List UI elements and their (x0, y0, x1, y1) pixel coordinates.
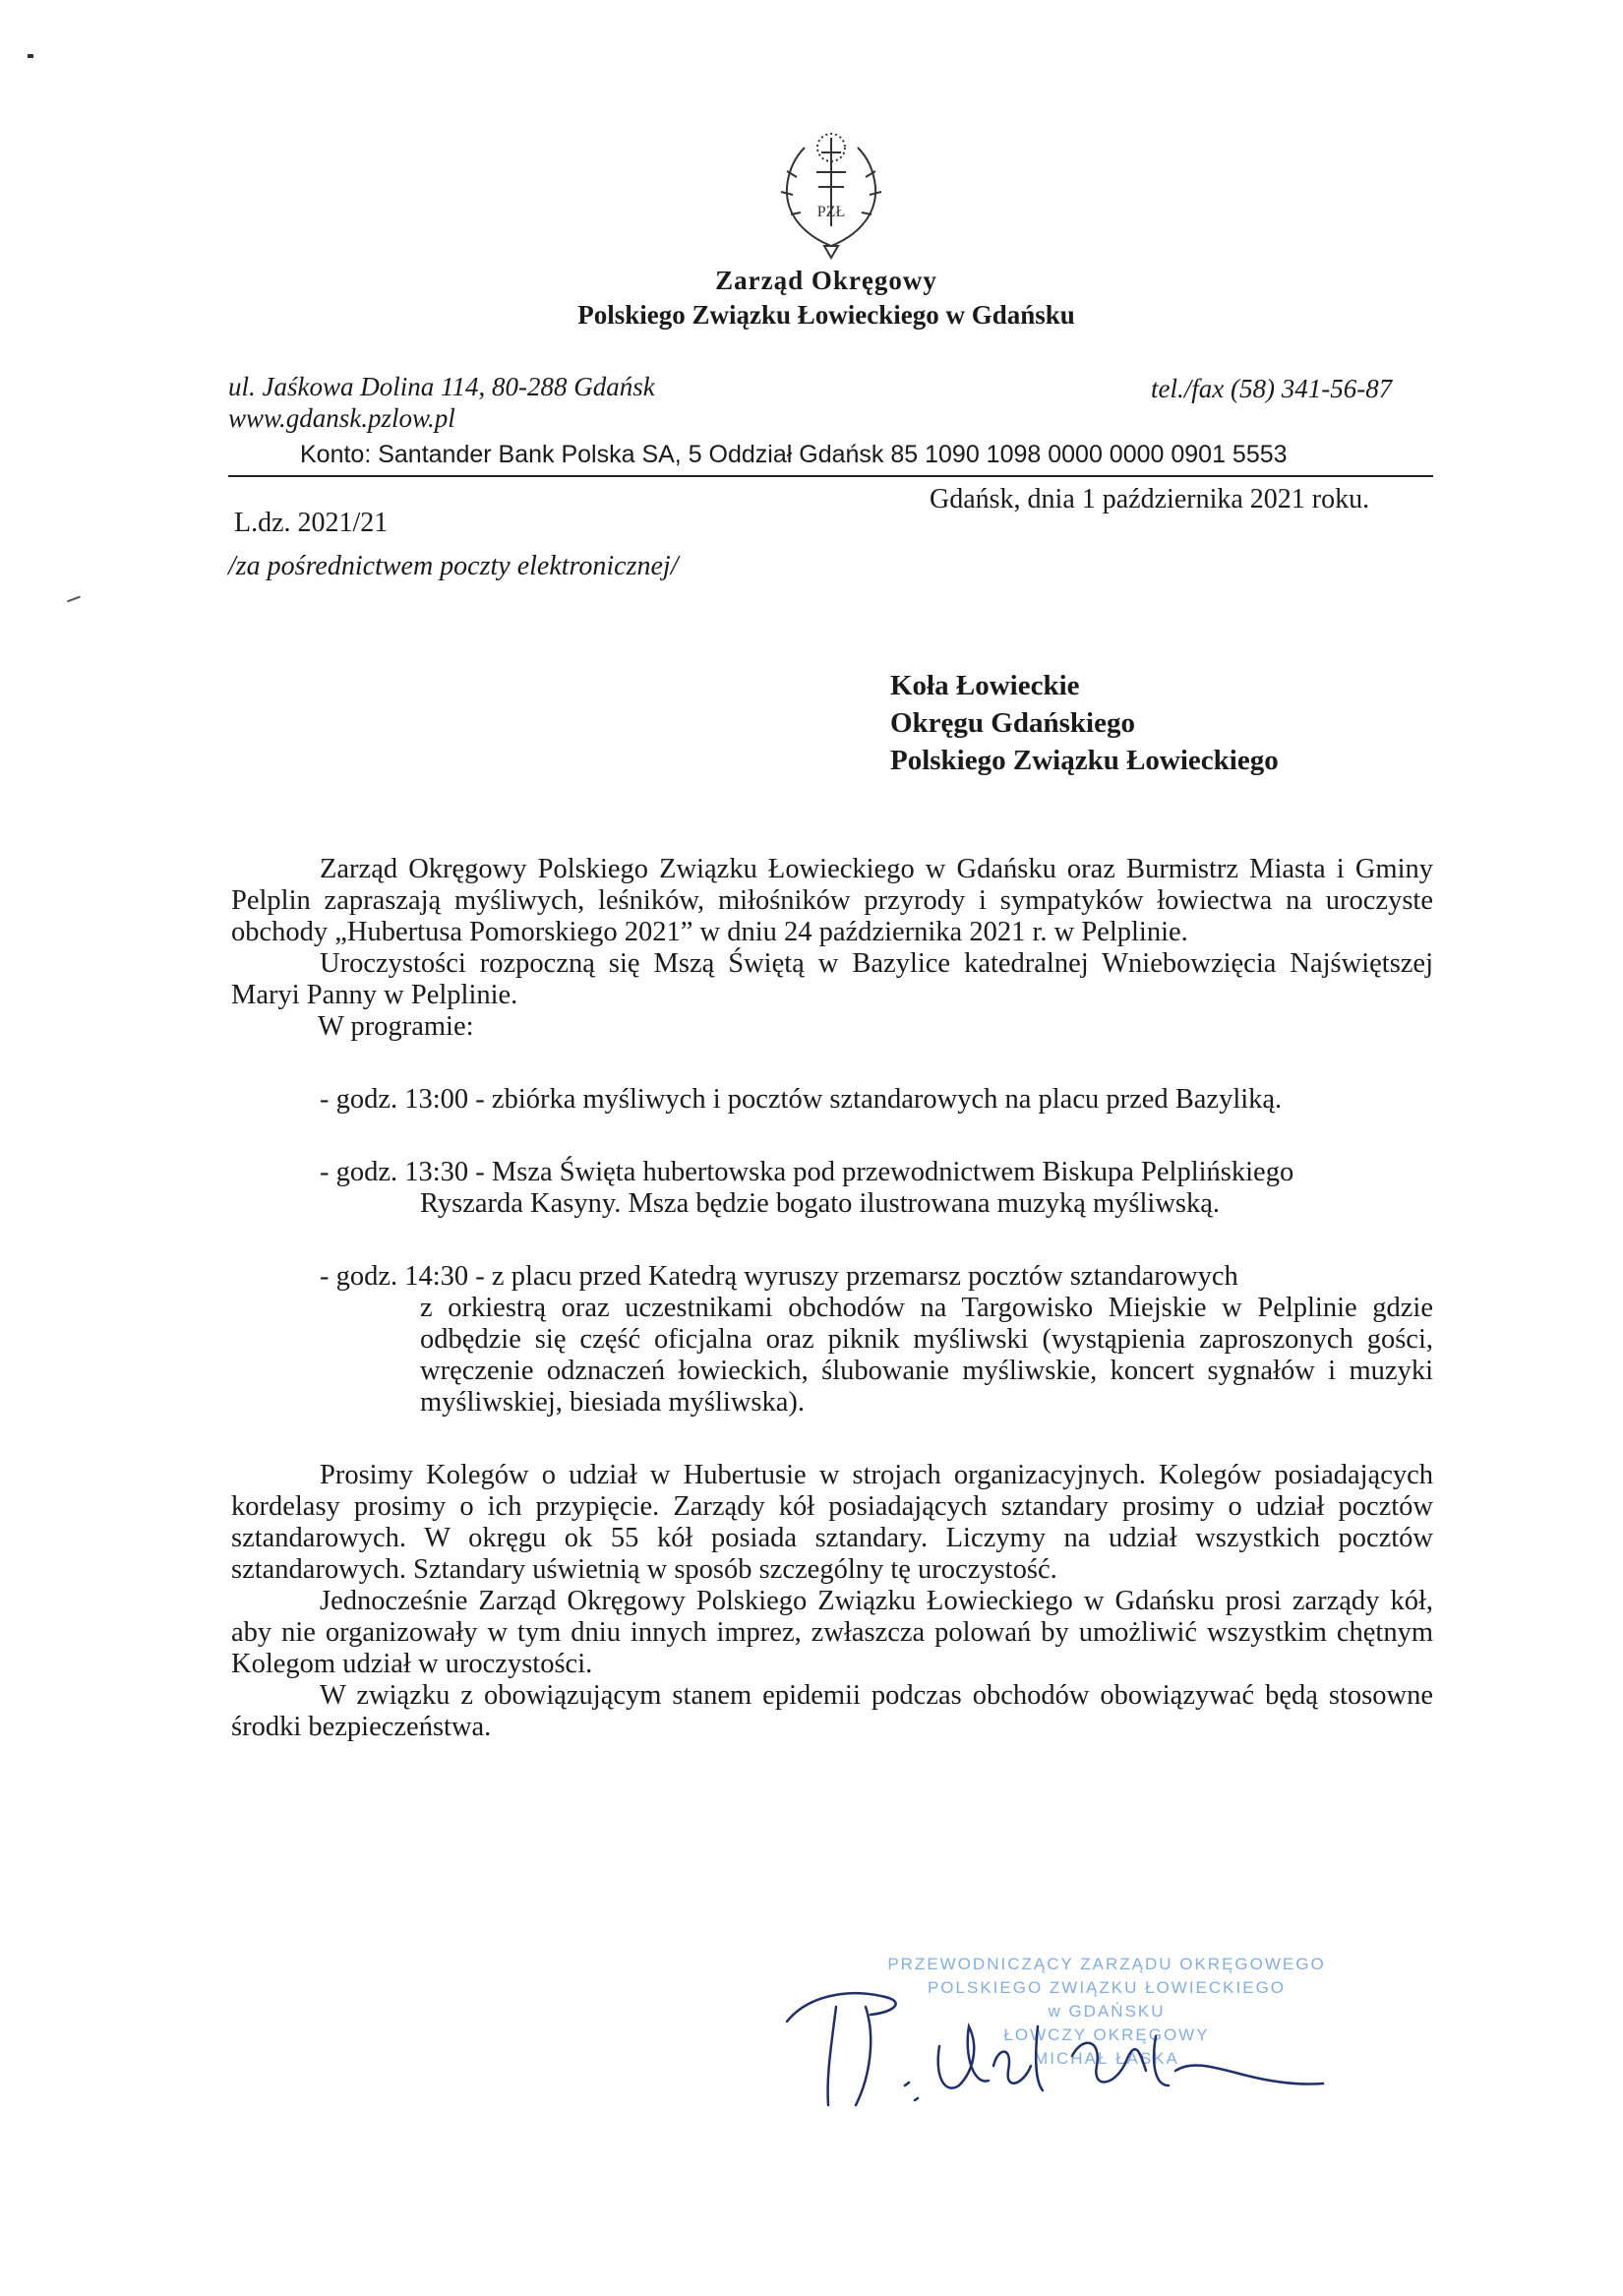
stamp-line: w GDAŃSKU (1048, 2002, 1166, 2021)
program-item: - godz. 13:00 - zbiórka myśliwych i pocztów sztandarowych na placu przed Bazyliką. (320, 1084, 1283, 1115)
handwritten-signature (777, 1967, 1328, 2115)
scan-mark (28, 54, 33, 58)
program-label: W programie: (318, 1011, 474, 1042)
addressee-line: Koła Łowieckie (890, 670, 1080, 701)
org-address: ul. Jaśkowa Dolina 114, 80-288 Gdańsk (228, 372, 655, 401)
delivery-note: /za pośrednictwem poczty elektronicznej/ (228, 551, 679, 581)
org-name-line2: Polskiego Związku Łowieckiego w Gdańsku (577, 300, 1075, 330)
program-item-continuation: Ryszarda Kasyny. Msza będzie bogato ilustrowana muzyką myśliwską. (420, 1188, 1221, 1219)
paragraph: Jednocześnie Zarząd Okręgowy Polskiego Związku Łowieckiego w Gdańsku prosi zarządy kół, aby nie organizowały w tym dniu innych imprez, zwłaszcza polowań by umożliwić wszystkim chętnym Kolegom udział w uroczystości. (231, 1586, 1433, 1679)
paragraph: W związku z obowiązującym stanem epidemii podczas obchodów obowiązywać będą stosowne środki bezpieczeństwa. (231, 1680, 1433, 1742)
org-name-line1: Zarząd Okręgowy (715, 266, 937, 295)
addressee-block (890, 667, 1279, 779)
org-telfax: tel./fax (58) 341-56-87 (1151, 374, 1393, 403)
svg-text:PZŁ: PZŁ (816, 204, 846, 220)
addressee-line: Polskiego Związku Łowieckiego (890, 745, 1279, 776)
stamp-line: MICHAŁ ŁASKA (1034, 2049, 1179, 2068)
header-divider (228, 475, 1433, 477)
addressee-line: Okręgu Gdańskiego (890, 707, 1135, 739)
program-item-continuation: z orkiestrą oraz uczestnikami obchodów na Targowisko Miejskie w Pelplinie gdzie odbędzie się część oficjalna oraz piknik myśliwski (wystąpienia zaproszonych gości, wręczenie odznaczeń łowieckich, ślubowanie myśliwskie, koncert sygnałów i muzyki myśliwskiej, biesiada myśliwska). (420, 1293, 1433, 1418)
stamp-line: PRZEWODNICZĄCY ZARZĄDU OKRĘGOWEGO (887, 1955, 1326, 1973)
letter-body (231, 854, 1433, 1743)
paragraph: Uroczystości rozpoczną się Mszą Świętą w Bazylice katedralnej Wniebowzięcia Najświętszej Maryi Panny w Pelplinie. (231, 948, 1433, 1010)
stamp-line: POLSKIEGO ZWIĄZKU ŁOWIECKIEGO (927, 1978, 1287, 1997)
paragraph: Zarząd Okręgowy Polskiego Związku Łowieckiego w Gdańsku oraz Burmistrz Miasta i Gminy Pelplin zapraszają myśliwych, leśników, miłośników przyrody i sympatyków łowiectwa na uroczyste obchody „Hubertusa Pomorskiego 2021” w dniu 24 października 2021 r. w Pelplinie. (231, 854, 1433, 947)
paragraph: Prosimy Kolegów o udział w Hubertusie w strojach organizacyjnych. Kolegów posiadających kordelasy prosimy o ich przypięcie. Zarządy kół posiadających sztandary prosimy o udział pocztów sztandarowych. W okręgu ok 55 kół posiada sztandary. Liczymy na udział wszystkich pocztów sztandarowych. Sztandary uświetnią w sposób szczególny tę uroczystość. (231, 1460, 1433, 1585)
bank-account: Konto: Santander Bank Polska SA, 5 Oddział Gdańsk 85 1090 1098 0000 0000 0901 5553 (300, 441, 1288, 468)
stamp-line: ŁOWCZY OKRĘGOWY (1003, 2025, 1210, 2044)
org-website-link[interactable]: www.gdansk.pzlow.pl (228, 403, 455, 433)
scan-mark (67, 596, 81, 603)
program-item: - godz. 13:30 - Msza Święta hubertowska pod przewodnictwem Biskupa Pelplińskiego (320, 1157, 1294, 1187)
letter-date: Gdańsk, dnia 1 października 2021 roku. (930, 484, 1370, 514)
program-item: - godz. 14:30 - z placu przed Katedrą wyruszy przemarsz pocztów sztandarowych (320, 1261, 1238, 1292)
pzl-emblem-icon (767, 118, 895, 261)
reference-number: L.dz. 2021/21 (234, 508, 389, 538)
